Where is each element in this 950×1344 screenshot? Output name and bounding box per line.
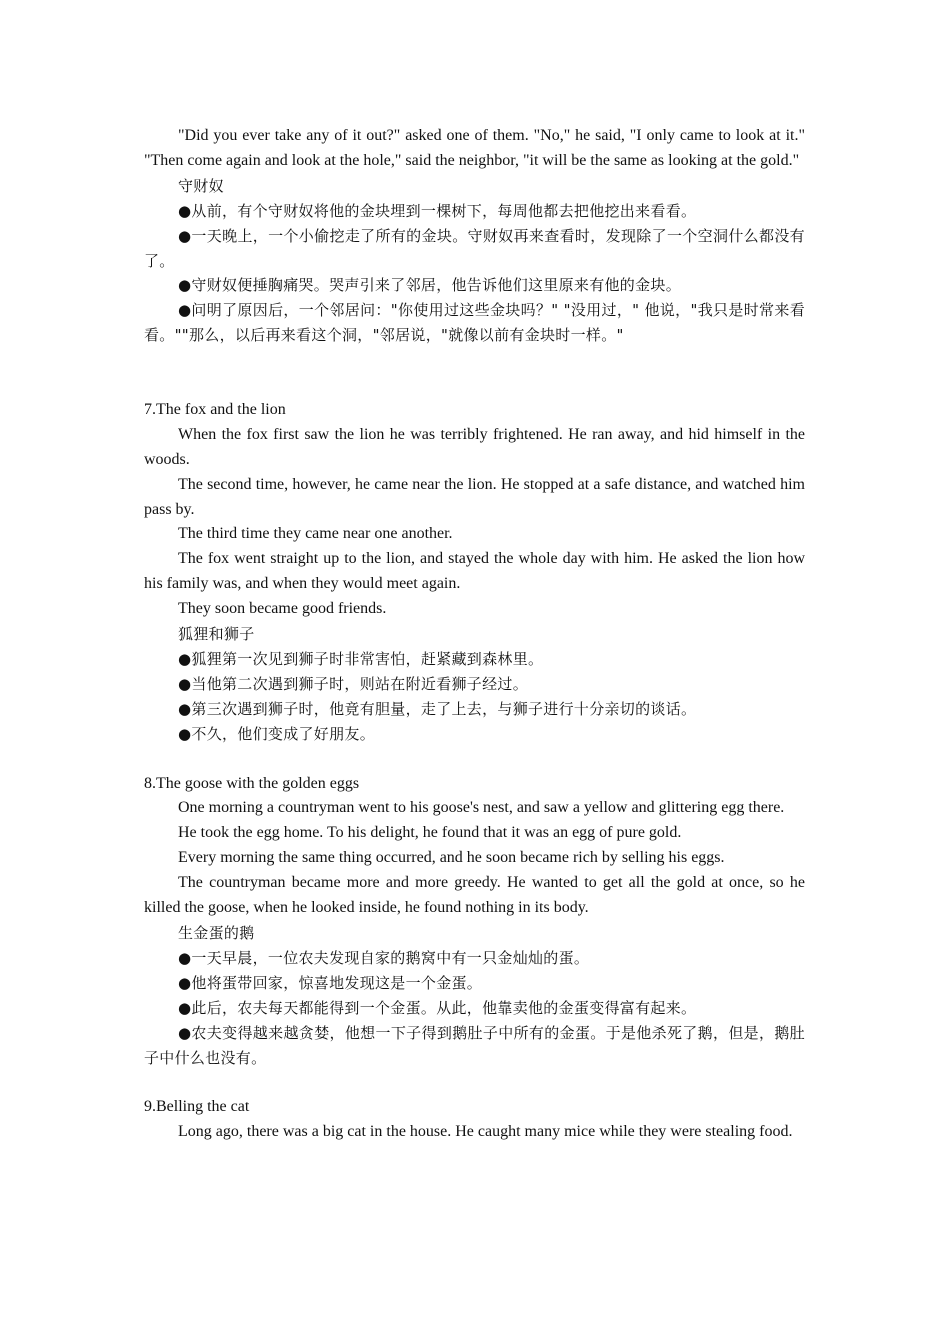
story8-cn-paragraph: ●他将蛋带回家，惊喜地发现这是一个金蛋。 — [178, 973, 483, 992]
story6-cn-paragraph: ●从前，有个守财奴将他的金块埋到一棵树下，每周他都去把他挖出来看看。 — [178, 201, 697, 220]
story8-cn-title: 生金蛋的鹅 — [178, 923, 255, 942]
story8-cn-paragraph: ●农夫变得越来越贪婪，他想一下子得到鹅肚子中所有的金蛋。于是他杀死了鹅，但是，鹅肚子中什么也没有。 — [144, 1023, 805, 1067]
section-spacer — [144, 1070, 805, 1095]
story6-cn-paragraph: ●守财奴便捶胸痛哭。哭声引来了邻居，他告诉他们这里原来有他的金块。 — [178, 276, 681, 295]
story6-cn-paragraph: ●一天晚上，一个小偷挖走了所有的金块。守财奴再来查看时，发现除了一个空洞什么都没有了。 — [144, 226, 805, 270]
story8-title: 8.The goose with the golden eggs — [144, 774, 360, 792]
story9-en-paragraph: Long ago, there was a big cat in the house. He caught many mice while they were stealing food. — [178, 1123, 793, 1141]
section-spacer — [144, 747, 805, 772]
story7-en-paragraph: The second time, however, he came near the lion. He stopped at a safe distance, and watched him pass by. — [144, 475, 805, 518]
story7-cn-paragraph: ●当他第二次遇到狮子时，则站在附近看狮子经过。 — [178, 674, 528, 693]
section-spacer — [144, 348, 805, 398]
story7-en-paragraph: When the fox first saw the lion he was terribly frightened. He ran away, and hid himself in the woods. — [144, 425, 805, 468]
story8-en-paragraph: One morning a countryman went to his goose's nest, and saw a yellow and glittering egg there. — [178, 799, 785, 817]
story7-en-paragraph: The fox went straight up to the lion, and stayed the whole day with him. He asked the lion how his family was, and when they would meet again. — [144, 550, 805, 593]
story8-en-paragraph: Every morning the same thing occurred, and he soon became rich by selling his eggs. — [178, 849, 725, 867]
story7-en-paragraph: They soon became good friends. — [178, 600, 387, 618]
story8-en-paragraph: The countryman became more and more greedy. He wanted to get all the gold at once, so he killed the goose, when he looked inside, he found nothing in its body. — [144, 874, 805, 917]
story8-cn-paragraph: ●此后，农夫每天都能得到一个金蛋。从此，他靠卖他的金蛋变得富有起来。 — [178, 998, 697, 1017]
story7-cn-title: 狐狸和狮子 — [178, 625, 255, 644]
story7-cn-paragraph: ●狐狸第一次见到狮子时非常害怕，赶紧藏到森林里。 — [178, 650, 544, 669]
story6-en-paragraph: "Did you ever take any of it out?" asked one of them. "No," he said, "I only came to look at it." "Then come again and look at the hole," said the neighbor, "it will be the same as looking at the gold." — [144, 127, 805, 169]
story8-cn-paragraph: ●一天早晨，一位农夫发现自家的鹅窝中有一只金灿灿的蛋。 — [178, 948, 590, 967]
document-page — [144, 124, 805, 1145]
story7-en-paragraph: The third time they came near one another. — [178, 525, 453, 543]
story6-cn-title: 守财奴 — [178, 176, 224, 195]
story6-cn-paragraph: ●问明了原因后，一个邻居问："你使用过这些金块吗？" "没用过，" 他说，"我只是时常来看看。""那么，以后再来看这个洞，"邻居说，"就像以前有金块时一样。" — [144, 301, 805, 345]
story7-cn-paragraph: ●第三次遇到狮子时，他竟有胆量，走了上去，与狮子进行十分亲切的谈话。 — [178, 699, 697, 718]
story7-title: 7.The fox and the lion — [144, 400, 286, 418]
story7-cn-paragraph: ●不久，他们变成了好朋友。 — [178, 724, 375, 743]
story9-title: 9.Belling the cat — [144, 1098, 250, 1116]
story8-en-paragraph: He took the egg home. To his delight, he found that it was an egg of pure gold. — [178, 824, 682, 842]
